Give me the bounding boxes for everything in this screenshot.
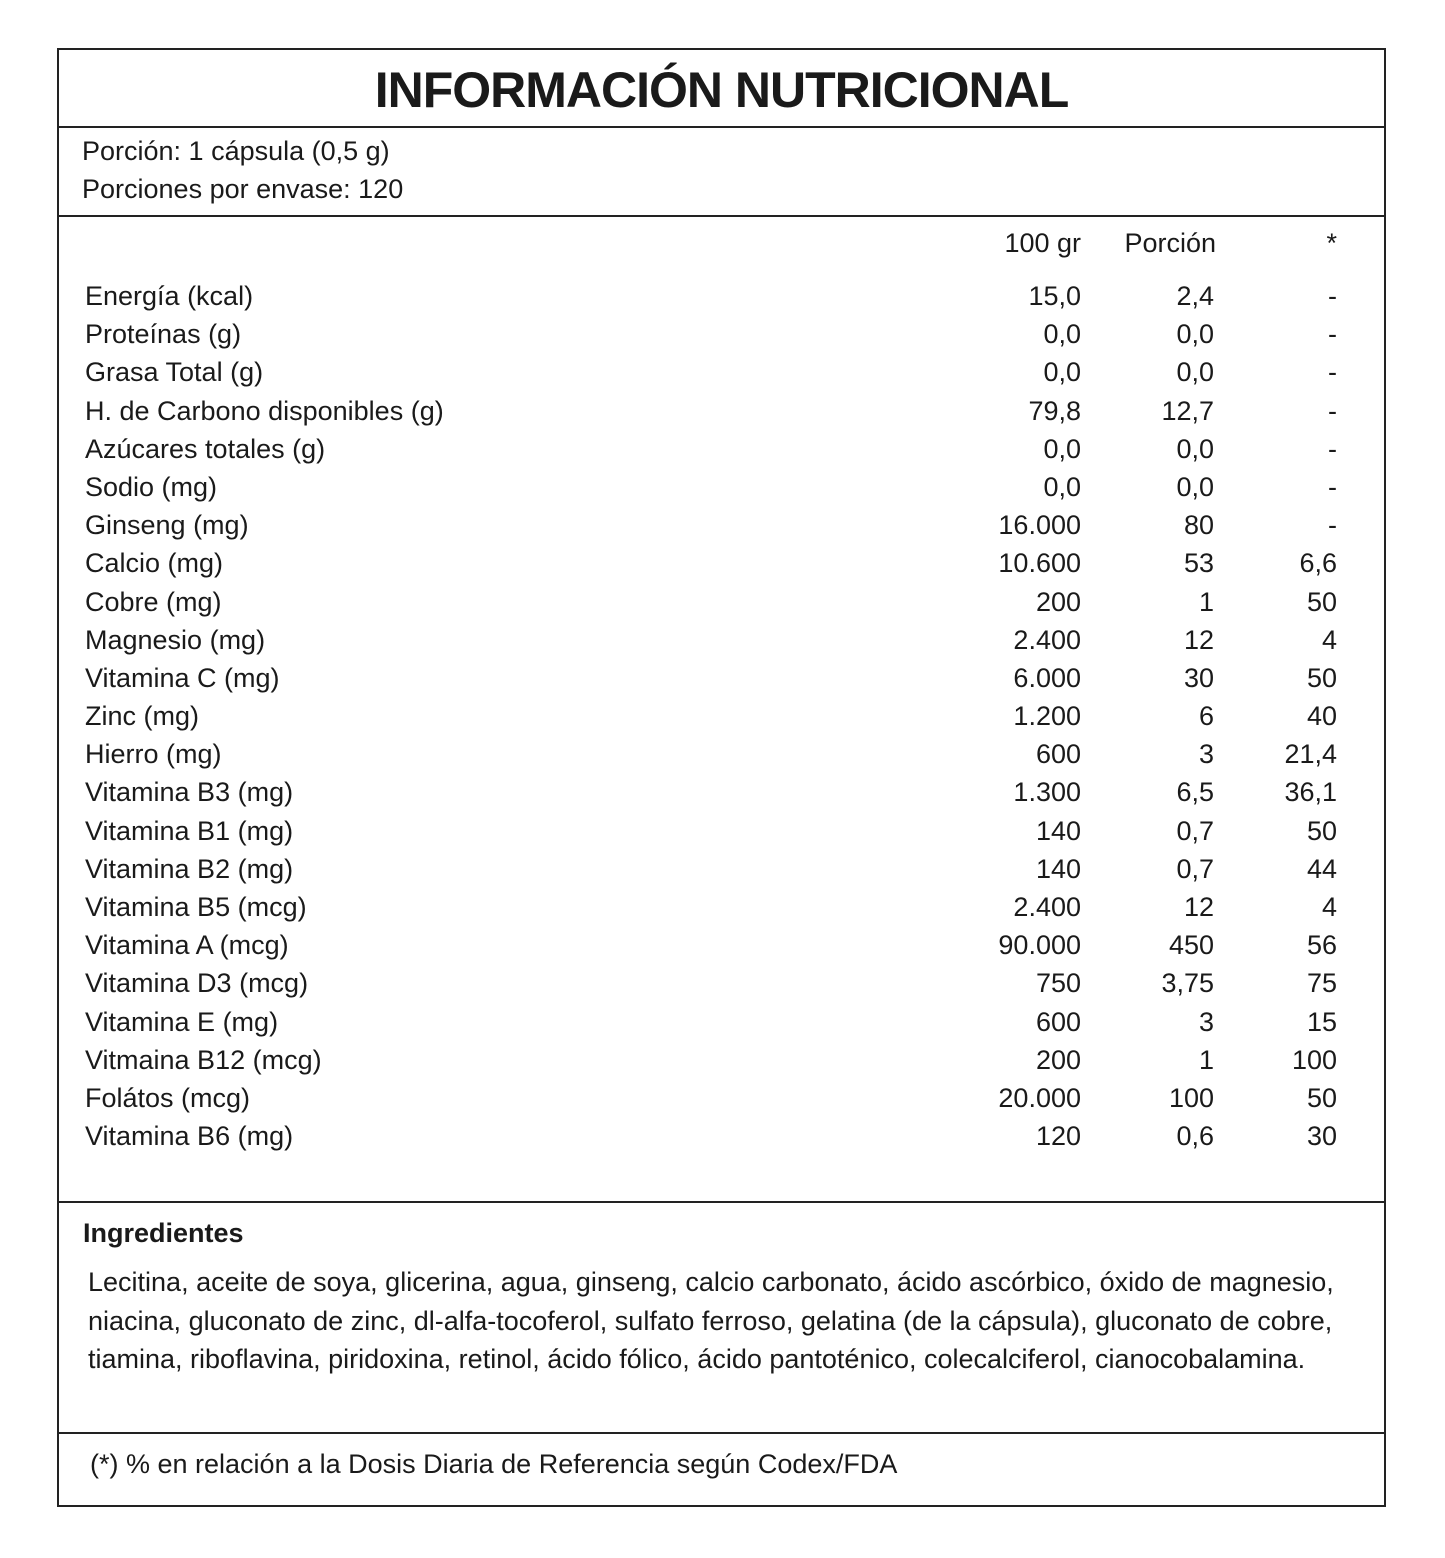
table-row	[59, 1003, 1384, 1041]
nutrient-table	[59, 215, 1384, 1203]
value-per-100g: 79,8	[1028, 395, 1081, 426]
table-row	[59, 926, 1384, 964]
value-per-100g: 140	[1035, 853, 1081, 884]
value-percent-daily: 30	[1306, 1121, 1337, 1152]
title-section	[59, 50, 1384, 128]
value-per-portion: 6,5	[1176, 777, 1214, 808]
nutrient-name: Cobre (mg)	[85, 586, 222, 617]
nutrient-name: Vitamina B6 (mg)	[85, 1121, 294, 1152]
ingredients-section	[59, 1201, 1384, 1434]
value-per-portion: 6	[1198, 701, 1214, 732]
value-percent-daily: -	[1328, 510, 1337, 541]
panel-title: INFORMACIÓN NUTRICIONAL	[374, 62, 1069, 118]
value-per-portion: 100	[1168, 1082, 1214, 1113]
value-per-100g: 200	[1035, 586, 1081, 617]
value-percent-daily: 50	[1306, 662, 1337, 693]
nutrient-name: Hierro (mg)	[85, 739, 222, 770]
value-percent-daily: -	[1328, 357, 1337, 388]
value-percent-daily: 44	[1306, 853, 1337, 884]
value-percent-daily: 75	[1306, 968, 1337, 999]
table-row	[59, 1117, 1384, 1155]
nutrient-name: Calcio (mg)	[85, 548, 224, 579]
table-row	[59, 621, 1384, 659]
nutrient-name: Folátos (mcg)	[85, 1082, 251, 1113]
column-header-portion: Porción	[1124, 228, 1216, 258]
table-row	[59, 277, 1384, 315]
value-per-portion: 450	[1168, 930, 1214, 961]
table-row	[59, 888, 1384, 926]
value-percent-daily: 50	[1306, 586, 1337, 617]
value-per-100g: 6.000	[1013, 662, 1081, 693]
nutrient-name: Vitamina B2 (mg)	[85, 853, 294, 884]
table-row	[59, 583, 1384, 621]
value-percent-daily: -	[1328, 319, 1337, 350]
servings-per-container: Porciones por envase: 120	[82, 174, 404, 204]
value-per-100g: 16.000	[998, 510, 1081, 541]
value-percent-daily: 40	[1306, 701, 1337, 732]
table-row	[59, 430, 1384, 468]
value-per-portion: 12	[1183, 624, 1214, 655]
ingredients-text: Lecitina, aceite de soya, glicerina, agua, ginseng, calcio carbonato, ácido ascórbico, óxido de magnesio, niacina, gluconato de zinc, dl-alfa-tocoferol, sulfato ferroso, gelatina (de la cápsula), gluconato de cobre, tiamina, riboflavina, piridoxina, retinol, ácido fólico, ácido pantoténico, colecalciferol, cianocobalamina.	[88, 1267, 1334, 1374]
value-percent-daily: 21,4	[1284, 739, 1337, 770]
footnote-section	[59, 1432, 1384, 1505]
value-per-100g: 600	[1035, 739, 1081, 770]
value-per-100g: 1.200	[1013, 701, 1081, 732]
value-per-portion: 0,7	[1176, 815, 1214, 846]
value-percent-daily: -	[1328, 471, 1337, 502]
value-per-100g: 750	[1035, 968, 1081, 999]
value-per-100g: 10.600	[998, 548, 1081, 579]
value-percent-daily: -	[1328, 433, 1337, 464]
table-row	[59, 850, 1384, 888]
footnote: (*) % en relación a la Dosis Diaria de Referencia según Codex/FDA	[90, 1449, 898, 1479]
value-per-portion: 0,0	[1176, 319, 1214, 350]
nutrient-name: Vitmaina B12 (mcg)	[85, 1044, 322, 1075]
value-per-portion: 3	[1198, 739, 1214, 770]
value-per-100g: 2.400	[1013, 624, 1081, 655]
nutrient-name: H. de Carbono disponibles (g)	[85, 395, 444, 426]
value-per-portion: 1	[1198, 1044, 1214, 1075]
nutrient-name: Energía (kcal)	[85, 281, 254, 311]
value-per-portion: 3	[1198, 1006, 1214, 1037]
value-per-100g: 90.000	[998, 930, 1081, 961]
value-per-portion: 1	[1198, 586, 1214, 617]
table-row	[59, 544, 1384, 582]
value-percent-daily: 56	[1306, 930, 1337, 961]
nutrient-name: Magnesio (mg)	[85, 624, 266, 655]
table-row	[59, 773, 1384, 811]
nutrient-rows	[59, 277, 1384, 1155]
column-header-100g: 100 gr	[1004, 228, 1081, 258]
table-row	[59, 812, 1384, 850]
nutrition-facts-panel	[57, 48, 1386, 1507]
value-per-100g: 600	[1035, 1006, 1081, 1037]
serving-size: Porción: 1 cápsula (0,5 g)	[82, 136, 390, 166]
nutrient-name: Vitamina B1 (mg)	[85, 815, 294, 846]
table-row	[59, 697, 1384, 735]
value-percent-daily: 50	[1306, 1082, 1337, 1113]
value-percent-daily: 15	[1306, 1006, 1337, 1037]
nutrient-name: Vitamina B3 (mg)	[85, 777, 294, 808]
value-per-portion: 53	[1183, 548, 1214, 579]
value-per-100g: 120	[1035, 1121, 1081, 1152]
value-per-100g: 0,0	[1043, 357, 1081, 388]
table-row	[59, 1041, 1384, 1079]
value-per-portion: 12	[1183, 892, 1214, 922]
value-percent-daily: -	[1328, 395, 1337, 426]
value-per-portion: 2,4	[1176, 281, 1214, 311]
value-per-100g: 1.300	[1013, 777, 1081, 808]
nutrient-name: Vitamina E (mg)	[85, 1006, 279, 1037]
value-per-portion: 0,0	[1176, 357, 1214, 388]
table-row	[59, 735, 1384, 773]
value-per-portion: 0,0	[1176, 433, 1214, 464]
nutrient-name: Vitamina C (mg)	[85, 662, 280, 693]
value-per-100g: 20.000	[998, 1082, 1081, 1113]
nutrient-name: Proteínas (g)	[85, 319, 242, 350]
nutrient-name: Vitamina A (mcg)	[85, 930, 289, 961]
value-per-portion: 12,7	[1161, 395, 1214, 426]
table-row	[59, 659, 1384, 697]
nutrient-name: Vitamina B5 (mcg)	[85, 892, 307, 922]
nutrient-name: Sodio (mg)	[85, 471, 218, 502]
value-percent-daily: 100	[1291, 1044, 1337, 1075]
value-per-100g: 0,0	[1043, 319, 1081, 350]
value-percent-daily: 4	[1321, 892, 1337, 922]
value-percent-daily: 4	[1321, 624, 1337, 655]
value-percent-daily: 6,6	[1299, 548, 1337, 579]
nutrient-name: Ginseng (mg)	[85, 510, 249, 541]
value-per-portion: 0,0	[1176, 471, 1214, 502]
value-percent-daily: 36,1	[1284, 777, 1337, 808]
value-per-portion: 30	[1183, 662, 1214, 693]
value-per-100g: 2.400	[1013, 892, 1081, 922]
value-per-100g: 15,0	[1028, 281, 1081, 311]
table-row	[59, 353, 1384, 391]
value-per-100g: 200	[1035, 1044, 1081, 1075]
nutrient-name: Grasa Total (g)	[85, 357, 264, 388]
serving-info	[59, 126, 1384, 217]
nutrient-name: Azúcares totales (g)	[85, 433, 326, 464]
nutrient-name: Vitamina D3 (mcg)	[85, 968, 309, 999]
table-row	[59, 964, 1384, 1002]
value-per-100g: 140	[1035, 815, 1081, 846]
table-row	[59, 392, 1384, 430]
table-row	[59, 315, 1384, 353]
value-per-portion: 0,7	[1176, 853, 1214, 884]
value-per-100g: 0,0	[1043, 433, 1081, 464]
table-row	[59, 506, 1384, 544]
value-per-100g: 0,0	[1043, 471, 1081, 502]
table-row	[59, 468, 1384, 506]
nutrient-name: Zinc (mg)	[85, 701, 199, 732]
table-row	[59, 1079, 1384, 1117]
value-per-portion: 0,6	[1176, 1121, 1214, 1152]
column-header-percent: *	[1326, 228, 1337, 258]
value-percent-daily: -	[1328, 281, 1337, 311]
value-percent-daily: 50	[1306, 815, 1337, 846]
value-per-portion: 80	[1183, 510, 1214, 541]
value-per-portion: 3,75	[1161, 968, 1214, 999]
ingredients-title: Ingredientes	[83, 1218, 244, 1248]
